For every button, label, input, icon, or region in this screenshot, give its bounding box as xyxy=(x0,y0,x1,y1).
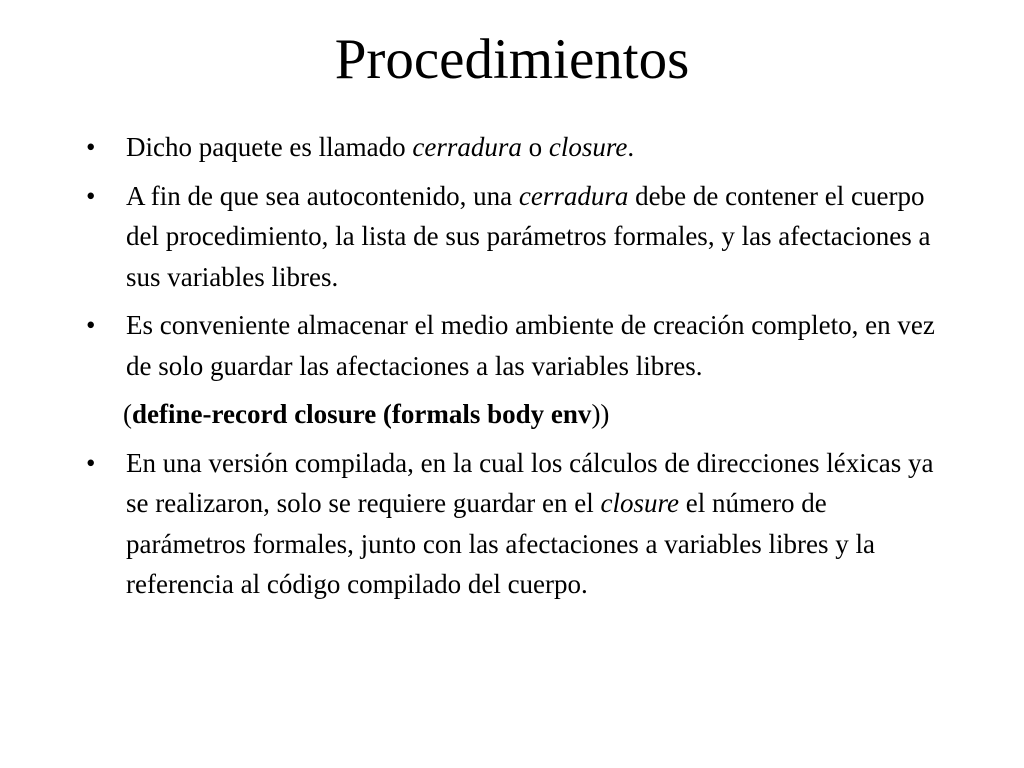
bullet-text: En una versión compilada, en la cual los cálculos de direcciones léxicas ya se realizaron, solo se requiere guardar en el xyxy=(126,447,934,518)
code-define-record xyxy=(86,394,946,435)
bullet-item-environment xyxy=(86,305,946,386)
bullet-icon: • xyxy=(86,447,96,478)
code-open-paren: ( xyxy=(123,399,132,429)
bullet-text: A fin de que sea autocontenido, una xyxy=(126,180,519,211)
bullet-text: Es conveniente almacenar el medio ambiente de creación completo, en vez de solo guardar las afectaciones a las variables libres. xyxy=(126,310,935,381)
bullet-text: . xyxy=(627,132,635,162)
bullet-item-closure-name xyxy=(86,127,946,168)
bullet-icon: • xyxy=(86,132,96,162)
code-close-parens: )) xyxy=(591,399,610,429)
bullet-text: Dicho paquete es llamado xyxy=(126,132,413,162)
term-cerradura: cerradura xyxy=(518,180,629,211)
bullet-text: debe de contener el cuerpo del procedimiento, la lista de sus parámetros formales, y las afectaciones a sus variables libres. xyxy=(126,180,931,292)
bullet-item-compiled-version xyxy=(86,443,946,605)
bullet-icon: • xyxy=(86,180,96,211)
term-cerradura: cerradura xyxy=(412,132,522,162)
slide-title: Procedimientos xyxy=(334,28,690,91)
bullet-item-closure-contents xyxy=(86,176,946,298)
bullet-text: o xyxy=(521,132,549,162)
bullet-icon: • xyxy=(86,310,96,340)
bullet-text: el número de parámetros formales, junto con las afectaciones a variables libres y la referencia al código compilado del cuerpo. xyxy=(126,488,875,599)
slide-body xyxy=(86,127,946,613)
code-bold-text: define-record closure (formals body env xyxy=(132,399,592,429)
term-closure: closure xyxy=(548,132,628,162)
term-closure: closure xyxy=(600,488,680,518)
